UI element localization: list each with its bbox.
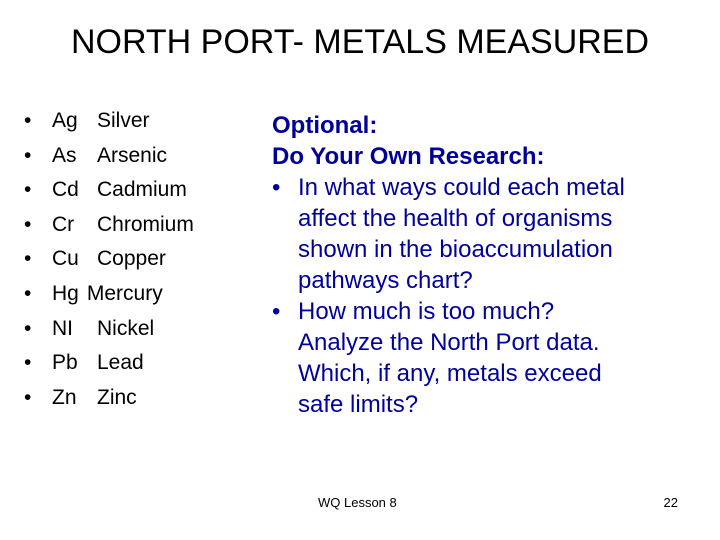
question-line: shown in the bioaccumulation <box>298 236 613 263</box>
metal-symbol: Ag <box>52 109 78 132</box>
list-item-lead <box>24 346 194 381</box>
research-heading-optional: Optional: <box>272 112 378 139</box>
research-section <box>272 110 712 420</box>
metal-name: Copper <box>97 247 166 271</box>
metal-symbol: NI <box>52 316 73 340</box>
metal-name: Zinc <box>97 385 137 409</box>
bullet-icon: • <box>272 174 281 201</box>
question-line: affect the health of organisms <box>298 205 613 232</box>
bullet-icon: • <box>24 109 32 132</box>
metal-name: Silver <box>97 109 150 132</box>
metal-symbol: As <box>52 143 77 167</box>
list-item-cadmium <box>24 173 194 208</box>
metal-name: Nickel <box>97 316 155 340</box>
metal-name: Arsenic <box>97 143 168 167</box>
bullet-icon: • <box>24 351 32 375</box>
research-question-limits <box>272 296 712 420</box>
list-item-silver <box>24 104 194 139</box>
metal-symbol: Pb <box>52 351 78 375</box>
question-line: In what ways could each metal <box>298 174 625 201</box>
metal-symbol: Hg <box>52 281 79 305</box>
list-item-mercury <box>24 277 194 312</box>
question-line: Which, if any, metals exceed <box>298 360 602 387</box>
research-heading: Do Your Own Research: <box>272 143 545 170</box>
question-line: Analyze the North Port data. <box>298 329 600 356</box>
bullet-icon: • <box>24 385 32 409</box>
bullet-icon: • <box>24 316 32 340</box>
metal-name: Lead <box>97 351 144 375</box>
question-line: How much is too much? <box>298 298 555 325</box>
list-item-copper <box>24 242 194 277</box>
list-item-nickel <box>24 312 194 347</box>
question-line: safe limits? <box>298 391 419 418</box>
metal-symbol: Zn <box>52 385 77 409</box>
list-item-arsenic <box>24 139 194 174</box>
bullet-icon: • <box>24 281 32 305</box>
metal-symbol: Cd <box>52 178 79 202</box>
metal-name: Chromium <box>97 212 194 236</box>
list-item-chromium <box>24 208 194 243</box>
bullet-icon: • <box>272 298 281 325</box>
footer-lesson: WQ Lesson 8 <box>318 495 397 510</box>
metal-symbol: Cu <box>52 247 79 271</box>
bullet-icon: • <box>24 178 32 202</box>
research-question-health <box>272 172 712 296</box>
metal-name: Cadmium <box>97 178 187 202</box>
bullet-icon: • <box>24 212 32 236</box>
bullet-icon: • <box>24 247 32 271</box>
metal-symbol: Cr <box>52 212 75 236</box>
question-line: pathways chart? <box>298 267 473 294</box>
list-item-zinc <box>24 381 194 416</box>
slide-title: NORTH PORT- METALS MEASURED <box>70 23 650 61</box>
bullet-icon: • <box>24 143 32 167</box>
footer-page-number: 22 <box>663 495 678 510</box>
metal-name: Mercury <box>86 281 163 305</box>
metals-list <box>24 104 194 415</box>
